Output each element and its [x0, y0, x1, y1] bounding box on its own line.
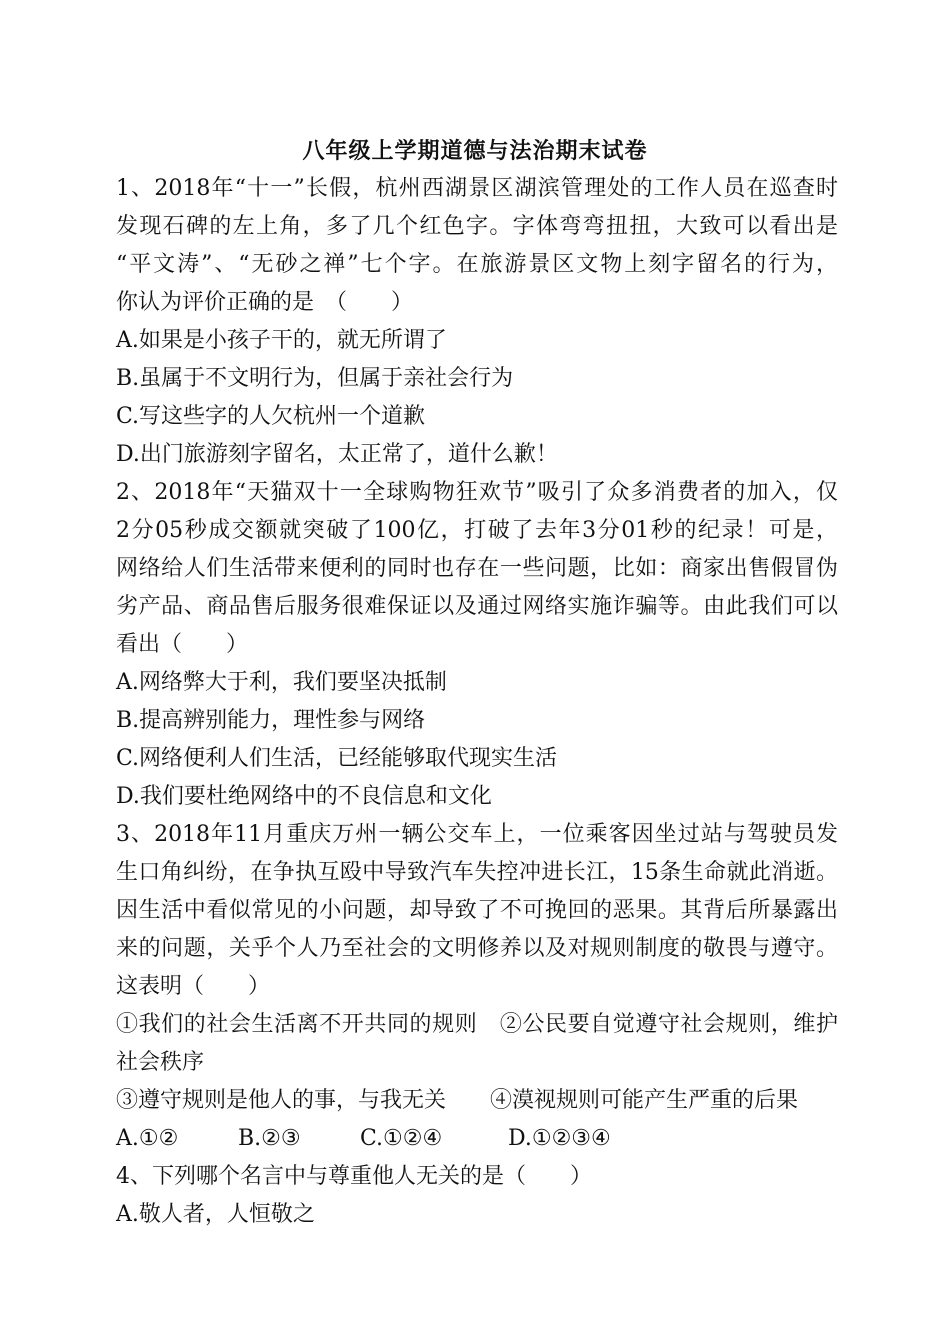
option-c: C.网络便利人们生活，已经能够取代现实生活 [116, 746, 558, 771]
option-a: A.敬人者，人恒敬之 [116, 1202, 315, 1227]
question-text-line: “平文涛”、“无砂之禅”七个字。在旅游景区文物上刻字留名的行为， [116, 252, 838, 277]
question-text-line: 来的问题，关乎个人乃至社会的文明修养以及对规则制度的敬畏与遵守。 [116, 936, 838, 961]
statement-line: 社会秩序 [116, 1050, 205, 1075]
question-text-line: 因生活中看似常见的小问题，却导致了不可挽回的恶果。其背后所暴露出 [116, 898, 838, 923]
question-text-line: 生口角纠纷，在争执互殴中导致汽车失控冲进长江，15条生命就此消逝。 [116, 860, 838, 885]
question-text-line: 2、2018年“天猫双十一全球购物狂欢节”吸引了众多消费者的加入，仅 [116, 480, 838, 505]
statement-line: ①我们的社会生活离不开共同的规则 ②公民要自觉遵守社会规则，维护 [116, 1012, 838, 1037]
question-text-line: 2分05秒成交额就突破了100亿，打破了去年3分01秒的纪录！可是， [116, 518, 838, 543]
choice-b: B.②③ [238, 1126, 301, 1151]
option-b: B.提高辨别能力，理性参与网络 [116, 708, 426, 733]
exam-content [116, 170, 838, 1234]
option-c: C.写这些字的人欠杭州一个道歉 [116, 404, 426, 429]
question-4 [116, 1158, 838, 1234]
question-1 [116, 170, 838, 474]
question-text-line: 劣产品、商品售后服务很难保证以及通过网络实施诈骗等。由此我们可以 [116, 594, 838, 619]
question-text-line: 网络给人们生活带来便利的同时也存在一些问题，比如：商家出售假冒伪 [116, 556, 838, 581]
question-text-line: 你认为评价正确的是 （ ） [116, 290, 414, 315]
option-b: B.虽属于不文明行为，但属于亲社会行为 [116, 366, 514, 391]
question-2 [116, 474, 838, 816]
option-a: A.网络弊大于利，我们要坚决抵制 [116, 670, 447, 695]
choice-a: A.①② [116, 1126, 179, 1151]
option-a: A.如果是小孩子干的，就无所谓了 [116, 328, 447, 353]
question-text-line: 4、下列哪个名言中与尊重他人无关的是（ ） [116, 1164, 592, 1189]
question-text-line: 看出（ ） [116, 632, 249, 657]
choice-d: D.①②③④ [508, 1126, 611, 1151]
question-text-line: 这表明（ ） [116, 974, 271, 999]
page-title: 八年级上学期道德与法治期末试卷 [302, 138, 648, 164]
option-d: D.我们要杜绝网络中的不良信息和文化 [116, 784, 492, 809]
question-text-line: 1、2018年“十一”长假，杭州西湖景区湖滨管理处的工作人员在巡查时 [116, 176, 838, 201]
question-3 [116, 816, 838, 1158]
question-text-line: 3、2018年11月重庆万州一辆公交车上，一位乘客因坐过站与驾驶员发 [116, 822, 838, 847]
question-text-line: 发现石碑的左上角，多了几个红色字。字体弯弯扭扭，大致可以看出是 [116, 214, 838, 239]
statement-line: ③遵守规则是他人的事，与我无关 ④漠视规则可能产生严重的后果 [116, 1088, 799, 1113]
choice-c: C.①②④ [360, 1126, 443, 1151]
answer-choices [116, 1120, 838, 1158]
option-d: D.出门旅游刻字留名，太正常了，道什么歉！ [116, 442, 558, 467]
